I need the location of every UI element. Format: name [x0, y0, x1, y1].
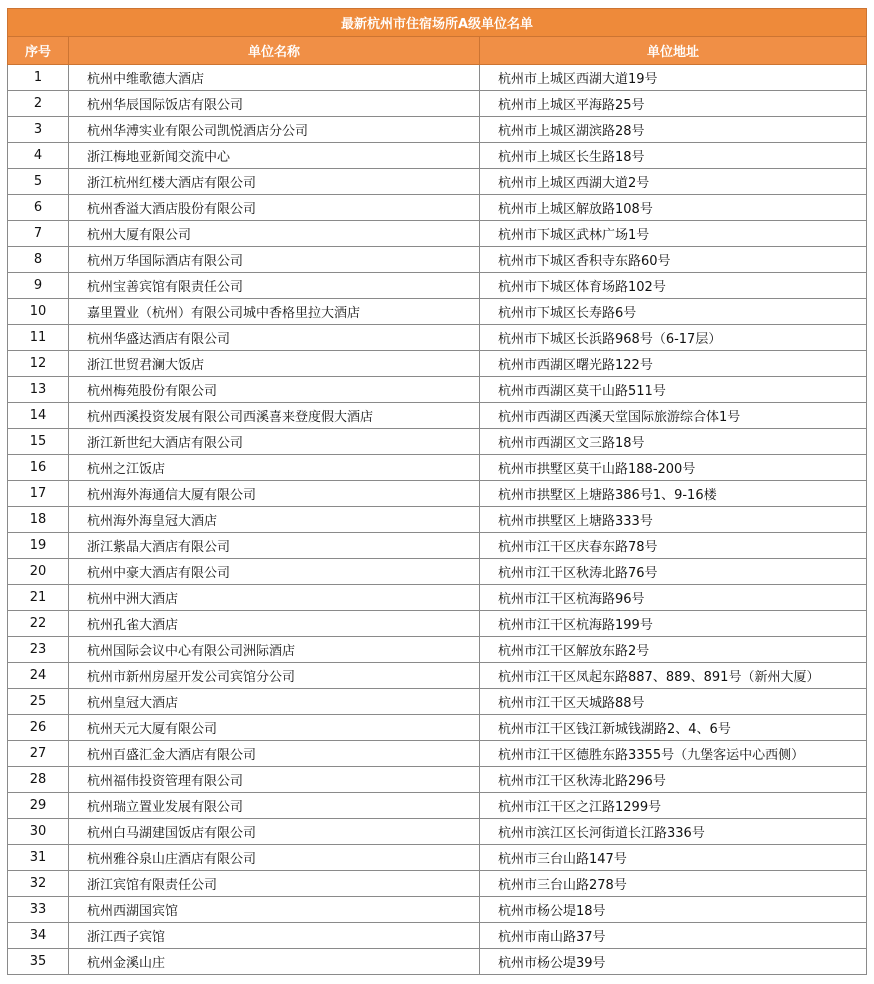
hotel-address-cell: 杭州市下城区长浜路968号（6-17层）	[480, 325, 867, 351]
hotel-address-cell: 杭州市拱墅区上塘路333号	[480, 507, 867, 533]
hotel-name-cell: 杭州雅谷泉山庄酒店有限公司	[69, 845, 480, 871]
table-row	[8, 195, 867, 221]
row-index-cell: 35	[8, 949, 69, 975]
hotel-name-cell: 杭州华辰国际饭店有限公司	[69, 91, 480, 117]
hotel-address-cell: 杭州市西湖区曙光路122号	[480, 351, 867, 377]
hotel-address-cell: 杭州市江干区杭海路96号	[480, 585, 867, 611]
hotel-address-cell: 杭州市下城区武林广场1号	[480, 221, 867, 247]
table-row	[8, 533, 867, 559]
table-row	[8, 793, 867, 819]
table-row	[8, 559, 867, 585]
column-header-name: 单位名称	[69, 37, 480, 65]
hotel-name-cell: 杭州香溢大酒店股份有限公司	[69, 195, 480, 221]
hotel-name-cell: 杭州中豪大酒店有限公司	[69, 559, 480, 585]
table-row	[8, 715, 867, 741]
row-index-cell: 20	[8, 559, 69, 585]
table-row	[8, 143, 867, 169]
hotel-name-cell: 浙江西子宾馆	[69, 923, 480, 949]
hotel-address-cell: 杭州市拱墅区莫干山路188-200号	[480, 455, 867, 481]
row-index-cell: 13	[8, 377, 69, 403]
table-title: 最新杭州市住宿场所A级单位名单	[8, 9, 867, 37]
hotel-address-cell: 杭州市江干区秋涛北路296号	[480, 767, 867, 793]
column-header-address: 单位地址	[480, 37, 867, 65]
hotel-name-cell: 杭州中洲大酒店	[69, 585, 480, 611]
table-row	[8, 767, 867, 793]
row-index-cell: 31	[8, 845, 69, 871]
hotel-address-cell: 杭州市上城区解放路108号	[480, 195, 867, 221]
table-row	[8, 377, 867, 403]
hotel-list-container	[7, 8, 866, 975]
hotel-address-cell: 杭州市江干区秋涛北路76号	[480, 559, 867, 585]
hotel-name-cell: 浙江宾馆有限责任公司	[69, 871, 480, 897]
table-row	[8, 221, 867, 247]
hotel-address-cell: 杭州市下城区体育场路102号	[480, 273, 867, 299]
hotel-list-table	[7, 8, 867, 975]
hotel-name-cell: 杭州西溪投资发展有限公司西溪喜来登度假大酒店	[69, 403, 480, 429]
hotel-address-cell: 杭州市南山路37号	[480, 923, 867, 949]
table-row	[8, 845, 867, 871]
hotel-name-cell: 杭州金溪山庄	[69, 949, 480, 975]
hotel-address-cell: 杭州市江干区杭海路199号	[480, 611, 867, 637]
table-row	[8, 403, 867, 429]
row-index-cell: 6	[8, 195, 69, 221]
row-index-cell: 24	[8, 663, 69, 689]
hotel-name-cell: 杭州西湖国宾馆	[69, 897, 480, 923]
row-index-cell: 29	[8, 793, 69, 819]
hotel-address-cell: 杭州市江干区天城路88号	[480, 689, 867, 715]
table-row	[8, 117, 867, 143]
row-index-cell: 3	[8, 117, 69, 143]
hotel-name-cell: 杭州华盛达酒店有限公司	[69, 325, 480, 351]
hotel-address-cell: 杭州市江干区解放东路2号	[480, 637, 867, 663]
hotel-name-cell: 杭州瑞立置业发展有限公司	[69, 793, 480, 819]
table-row	[8, 689, 867, 715]
table-row	[8, 611, 867, 637]
table-row	[8, 897, 867, 923]
hotel-name-cell: 杭州皇冠大酒店	[69, 689, 480, 715]
hotel-name-cell: 杭州天元大厦有限公司	[69, 715, 480, 741]
hotel-address-cell: 杭州市上城区西湖大道19号	[480, 65, 867, 91]
row-index-cell: 25	[8, 689, 69, 715]
hotel-name-cell: 杭州万华国际酒店有限公司	[69, 247, 480, 273]
table-row	[8, 871, 867, 897]
hotel-name-cell: 杭州白马湖建国饭店有限公司	[69, 819, 480, 845]
row-index-cell: 16	[8, 455, 69, 481]
table-row	[8, 325, 867, 351]
table-row	[8, 429, 867, 455]
table-title-row	[8, 9, 867, 37]
hotel-name-cell: 杭州国际会议中心有限公司洲际酒店	[69, 637, 480, 663]
hotel-address-cell: 杭州市杨公堤18号	[480, 897, 867, 923]
table-row	[8, 351, 867, 377]
row-index-cell: 23	[8, 637, 69, 663]
row-index-cell: 2	[8, 91, 69, 117]
row-index-cell: 27	[8, 741, 69, 767]
hotel-name-cell: 浙江新世纪大酒店有限公司	[69, 429, 480, 455]
hotel-name-cell: 杭州百盛汇金大酒店有限公司	[69, 741, 480, 767]
row-index-cell: 26	[8, 715, 69, 741]
hotel-name-cell: 杭州大厦有限公司	[69, 221, 480, 247]
hotel-name-cell: 嘉里置业（杭州）有限公司城中香格里拉大酒店	[69, 299, 480, 325]
hotel-name-cell: 浙江梅地亚新闻交流中心	[69, 143, 480, 169]
hotel-name-cell: 浙江杭州红楼大酒店有限公司	[69, 169, 480, 195]
hotel-address-cell: 杭州市江干区凤起东路887、889、891号（新州大厦）	[480, 663, 867, 689]
hotel-name-cell: 杭州福伟投资管理有限公司	[69, 767, 480, 793]
hotel-name-cell: 杭州孔雀大酒店	[69, 611, 480, 637]
hotel-address-cell: 杭州市江干区钱江新城钱湖路2、4、6号	[480, 715, 867, 741]
hotel-name-cell: 杭州市新州房屋开发公司宾馆分公司	[69, 663, 480, 689]
table-row	[8, 585, 867, 611]
hotel-address-cell: 杭州市拱墅区上塘路386号1、9-16楼	[480, 481, 867, 507]
hotel-name-cell: 杭州海外海皇冠大酒店	[69, 507, 480, 533]
table-row	[8, 299, 867, 325]
hotel-name-cell: 杭州宝善宾馆有限责任公司	[69, 273, 480, 299]
hotel-address-cell: 杭州市西湖区西溪天堂国际旅游综合体1号	[480, 403, 867, 429]
hotel-address-cell: 杭州市西湖区文三路18号	[480, 429, 867, 455]
row-index-cell: 9	[8, 273, 69, 299]
table-row	[8, 637, 867, 663]
hotel-address-cell: 杭州市江干区德胜东路3355号（九堡客运中心西侧）	[480, 741, 867, 767]
hotel-address-cell: 杭州市上城区西湖大道2号	[480, 169, 867, 195]
table-header-row	[8, 37, 867, 65]
hotel-address-cell: 杭州市下城区长寿路6号	[480, 299, 867, 325]
hotel-address-cell: 杭州市上城区湖滨路28号	[480, 117, 867, 143]
row-index-cell: 17	[8, 481, 69, 507]
hotel-address-cell: 杭州市上城区长生路18号	[480, 143, 867, 169]
table-row	[8, 741, 867, 767]
row-index-cell: 19	[8, 533, 69, 559]
hotel-name-cell: 浙江世贸君澜大饭店	[69, 351, 480, 377]
table-row	[8, 663, 867, 689]
hotel-address-cell: 杭州市三台山路278号	[480, 871, 867, 897]
table-row	[8, 949, 867, 975]
hotel-name-cell: 杭州华溥实业有限公司凯悦酒店分公司	[69, 117, 480, 143]
column-header-index: 序号	[8, 37, 69, 65]
row-index-cell: 32	[8, 871, 69, 897]
hotel-address-cell: 杭州市江干区之江路1299号	[480, 793, 867, 819]
hotel-address-cell: 杭州市江干区庆春东路78号	[480, 533, 867, 559]
hotel-address-cell: 杭州市滨江区长河街道长江路336号	[480, 819, 867, 845]
row-index-cell: 8	[8, 247, 69, 273]
table-row	[8, 91, 867, 117]
row-index-cell: 21	[8, 585, 69, 611]
row-index-cell: 11	[8, 325, 69, 351]
row-index-cell: 22	[8, 611, 69, 637]
hotel-name-cell: 杭州中维歌德大酒店	[69, 65, 480, 91]
hotel-address-cell: 杭州市下城区香积寺东路60号	[480, 247, 867, 273]
row-index-cell: 33	[8, 897, 69, 923]
table-row	[8, 247, 867, 273]
row-index-cell: 34	[8, 923, 69, 949]
row-index-cell: 1	[8, 65, 69, 91]
hotel-address-cell: 杭州市三台山路147号	[480, 845, 867, 871]
hotel-name-cell: 浙江紫晶大酒店有限公司	[69, 533, 480, 559]
row-index-cell: 28	[8, 767, 69, 793]
table-row	[8, 923, 867, 949]
table-row	[8, 169, 867, 195]
row-index-cell: 5	[8, 169, 69, 195]
table-row	[8, 819, 867, 845]
row-index-cell: 15	[8, 429, 69, 455]
table-row	[8, 273, 867, 299]
row-index-cell: 12	[8, 351, 69, 377]
table-row	[8, 65, 867, 91]
row-index-cell: 18	[8, 507, 69, 533]
hotel-name-cell: 杭州梅苑股份有限公司	[69, 377, 480, 403]
hotel-name-cell: 杭州之江饭店	[69, 455, 480, 481]
table-row	[8, 455, 867, 481]
hotel-address-cell: 杭州市杨公堤39号	[480, 949, 867, 975]
table-body	[8, 65, 867, 975]
row-index-cell: 10	[8, 299, 69, 325]
row-index-cell: 7	[8, 221, 69, 247]
hotel-name-cell: 杭州海外海通信大厦有限公司	[69, 481, 480, 507]
row-index-cell: 14	[8, 403, 69, 429]
table-row	[8, 507, 867, 533]
table-row	[8, 481, 867, 507]
row-index-cell: 30	[8, 819, 69, 845]
hotel-address-cell: 杭州市上城区平海路25号	[480, 91, 867, 117]
row-index-cell: 4	[8, 143, 69, 169]
hotel-address-cell: 杭州市西湖区莫干山路511号	[480, 377, 867, 403]
